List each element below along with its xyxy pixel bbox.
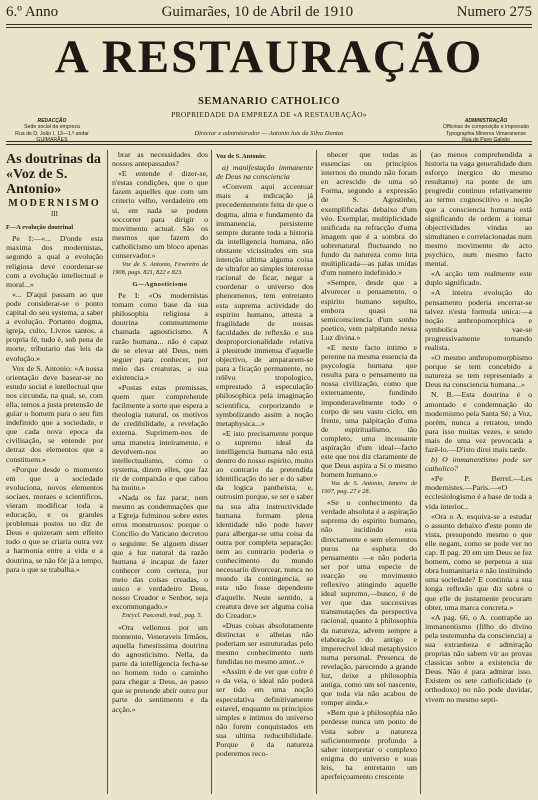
paragraph: «A acção tem realmente este duplo significado. xyxy=(425,269,532,288)
paragraph: «O mesmo anthropomorphismo porque se tem concebido a natureza se tem representado a Deus na consciencia humana...» xyxy=(425,353,532,390)
column-2 xyxy=(112,150,208,796)
paragraph: «Postas estas premissas, quem quer comprehende facilmente a sorte que espera a theologia natural, os motivos de credibilidade, a revelação externa. Suprimem-nos de uma maneira inteiramente, e devolvem-nos ao intellectualismo, como o systema, dizem elles, que faz rir de compaixão e que cahou ha muito.» xyxy=(112,382,208,492)
edition-label: 6.º Anno xyxy=(6,4,59,20)
column-1 xyxy=(6,150,103,796)
paragraph: (ao menos comprehendida a historia na vaga generalidade dum esforço inergico do mesmo resultante) na ponte de um progredir continuo relativamente ao termo cognoscitivo o noção que a consciencia humana está significando de ordem a tomar objectividades vindas ao simultaneo e correlacionadas num mesmo movimento de acto psychico, num mesmo facto mental. xyxy=(425,150,532,269)
paragraph: «Assim é de ver que cofre é o da veia, o ideal não poderá ser tido em uma noção especulativa definitivamente estavel, enquanto os principios simples e intimos do universo não forem conquistados em sua ultima reductibilidade. Porque é da natureza poderemos reco- xyxy=(216,667,313,759)
paragraph: b) O immanentismo pode ser catholico? xyxy=(425,455,532,474)
article-headline: As doutrinas da «Voz de S. Antonio» xyxy=(6,152,101,197)
citation: Voz de S. Antonio, Fevereiro de 1908, pags. 821, 822 e 823. xyxy=(112,261,208,276)
section-lead: F—A evolução doutrinal xyxy=(6,224,74,232)
paragraph: «E isto precisamente porque o supremo ideal da intelligencia humana não está dentro do nosso espirito, muito ao contrario da pretendida identificação do ser e do saber da logica pantheista, e, outrosim porque, se ser e saber na sua alta instructividade humana formam plena identidade não pode haver para albergar-se uma coisa da outra por completa separação: nem ao contrario poderia o conhecimento do mundo necessario divorcear, nunca no mundo da contingencia, se esta não fosse dependente d'aquelle. Neste sentido, a creatura deve ser alguma coisa do Creador.» xyxy=(216,428,313,620)
citation: Encycl. Pascendi, trad., pag. 5. xyxy=(122,612,203,620)
masthead-title: A RESTAURAÇÃO xyxy=(54,31,484,83)
paragraph: «Se o conhecimento da verdade absoluta é a aspiração suprema do espirito humano, não incidindo esta directamente e sem elementos puros na esphera do pensamento —e não poderia ser por uma especie de reacção ou movimento reflexivo atingindo aquelle ideal supremo,—busco, é de ver que das successivas transmutações da perspectiva racional, quanto á philosophia da natureza, advem sempre a elaboração do antigo e imperecivel ideal metaphysico numa personal. Presenca de revelação, parecendo a grande luz, deixe a philosophia antiga, como um sol nascente, que toda via não acabou de romper ainda.» xyxy=(321,498,417,708)
paragraph: N. B.—Esta doutrina é o amontado e condemnação do modernismo pela Santa Sé; a Voz, porém, nunca a retratou, tendo para isso muitas vezes, e sendo mais de uma vez provocada a fazê-lo.—D'isto direi mais tarde. xyxy=(425,390,532,454)
paragraph: Pe I: «Os modernistas tomam como base da sua philosophia religiosa a doutrina commummente chamada agnosticismo. A razão humana... não é capaz de se elevar até Deus, nem seguer para conhecer, por meio das creaturas, a sua existencia.» xyxy=(112,291,208,382)
administracao-line1: Officinas de composição e impressão xyxy=(442,124,530,131)
paragraph: «... D'aqui passam ao que pode considerar-se o ponto capital do seu systema, a saber a evolução. Portanto dogma, igreja, culto, Livros santos, a propria fé, tudo é, sob pena de morte, tributario das leis da evolução.» xyxy=(6,289,103,363)
part-number: III xyxy=(51,210,58,219)
masthead-rule-2 xyxy=(6,144,532,145)
administracao-line2: Typographia Minerva Vimaranense xyxy=(445,130,527,137)
paragraph: «Duas coisas absolutamente distinctas e alheias não poderiam ser estruturadas pelo mesmo conhecimento nem fundidas no mesmo amor...» xyxy=(216,620,313,667)
paragraph: «Ora o A. esquiva-se a estudar o assunto debaixo d'este ponto de vista, presupondo mesmo o que elle negam, como se pode ver no cap. II pag. 20 em um Deus se fez homem, como se perpetua a sua obra humanitaria e não instituindo uma sociedade? E continúa a sua longa reflexão que diz sobre o que elle de justamente procuram obter, uma marca concreta.» xyxy=(425,511,532,612)
paragraph: «Ora vellemos por um momento, Veneraveis Irmãos, aquella funestissima doutrina do agnosticismo. Nella, da parte da intelligencia fecha-se no homem todo o caminho para chegar a Deus, ao passo que se pretende abrir outro por parte do sentimento e da acção.» xyxy=(112,622,208,714)
top-rule-2 xyxy=(6,27,532,28)
header-line xyxy=(6,4,532,21)
paragraph: «Convem aqui accentuar mais a indicação já precedentemente feita de que o dogma, alma e fundamento da immanencia, persistente sempre durante toda a historia da intelligencia humana, não obstante vicissitudes em sua intenção ultima alguma coisa de ultrafor ao simples interesse racional de ficar, negar a coordenar o universo dos phenomenos, tem entretanto esta suprema actividade do espirito humano, attesta a fragilidade de nossas faculdades de reflexão e sua desproporcionalidade relativa á plenitude immensa d'aquelle objectivo, de ampararem-se para a ficação permanente, no relêvo tropologico, emprestado á especulação philosophica pela imaginação scientifica, corporizando e symbolizando assim a noção metaphysica...» xyxy=(216,182,313,428)
issue-number: Numero 275 xyxy=(456,4,532,20)
paragraph: brar as necessidades dos nossos antepassados? xyxy=(112,150,208,169)
redaccao-label: REDACÇÃO xyxy=(37,118,67,124)
paragraph: «A pag. 66, o A. contrapõe ao immanentismo (filho do divino pela testemunha da consciencia) a sua extranheza e admiração proprias não sabem vir ao provas classicas sobre a existencia de Deus. Não é para admirar isso. Existem os sete catholicidade (e orthodoxo) no não pode duvidar, vivem no mesmo septi- xyxy=(425,612,532,704)
paragraph: nhecer que todas as essencias ou principios internos do mundo não foram en acrescido de uma só Forma, segundo a expressão de S. Agostinho, exemplificadas debaixo d'um véo. Exemplar, multiplicidade unificada na refracção d'uma imagem que é a sombra do sobrenatural fluctuando no fundo da natureza como luta multiplicada—as palas unidas d'um numero indefinido.» xyxy=(321,150,417,278)
paragraph: «Sempre, desde que a alvorecer o pensamento, o espirito humano sepulto, embora quasi na semiconsciencia d'um sonho poetico, vem palpitando nessa Luz divina.» xyxy=(321,278,417,342)
citation: Voz de S. Antonio, Janeiro de 1907, pag. 27 e 28. xyxy=(321,480,417,495)
ownership-line: PROPRIEDADE DA EMPREZA DE «A RESTAURAÇÃO» xyxy=(171,110,367,119)
paragraph: «Nada os faz parar, nem mesmo as condemnações que a Egreja fulminou sobre estes erros monstruosos: porque o Concilio do Vaticano decretou o seguinte: Se alguem disser que a luz natural da razão humana é incapaz de fazer conhecer com certeza, por meio das coisas creadas, o unico e verdadeiro Deus, nosso Creador e Senhor, seja excommungado.» xyxy=(112,493,208,612)
masthead-rule xyxy=(6,141,532,142)
redaccao-line1: Sede social da empreza xyxy=(24,124,80,131)
paragraph: «E entende é dizer-se, n'estas condições, que o que fazem aquelles que com um criterio velho, verdadeiro em si, em nada se podem soccorrer para dirigir o movimento actual. São os mesmos que fazem do catholicismo um bloco apenas conservador.» xyxy=(112,169,208,261)
subtitle: SEMANARIO CATHOLICO xyxy=(197,96,341,107)
director-line: Director e administrador — Antonio luis da Silva Dantas xyxy=(194,130,344,137)
section-title: MODERNISMO xyxy=(8,198,101,209)
article-columns xyxy=(6,150,532,796)
paragraph: «A inteira evolução do pensamento poderia encerrar-se talvez n'esta formula unica:—a noção anthropomorphica e symbolica vae-se progressivamente tornando realista. xyxy=(425,288,532,352)
paragraph: Vox de S. Antonio: «A nossa orientação deve basear-se no estudo social e intellectual que nos circunda, na qual, se, com ella, temos a justa pretensão de guiar o homem para o seu fim indefinido que a sociedade, e que cada nova epoca da civilisação, se entende por detraz dos elementos que a constituem.» xyxy=(6,363,103,464)
administracao-line3: Rua de Payo Galvão xyxy=(462,137,510,144)
administracao-label: ADMINISTRAÇÃO xyxy=(464,118,508,124)
paragraph: a) manifestação immanente de Deus na consciencia xyxy=(216,163,313,182)
column-3 xyxy=(216,150,313,796)
dateline: Guimarães, 10 de Abril de 1910 xyxy=(161,4,354,20)
redaccao-line3: GUIMARÃES xyxy=(36,137,68,144)
paragraph: Pe I:—«... D'onde esta maxima dos modernistas, segundo a qual a evolução religiosa deve coordenar-se com a evolução intellectual e moral...» xyxy=(6,234,103,289)
column-4 xyxy=(321,150,417,796)
paragraph: «Pe P. Berrel.—Les modernistes.—Paris.—«O ecclesiologismo é a base de toda a vida interior... xyxy=(425,474,532,511)
paragraph: «E neste facto intimo e perenne na mesma essencia da psycologia humana que resulta para o pensamento na nossa civilização, como que externamente, fundindo imponderavelmente todo o corpo de seu vasto ciclo, em frente, uma palpitação d'uma de espiritualismo, tão completo, uma incessante aspiração d'um ideal—facto este que nos diz claramente de que Deus aspira a Si o mesmo homem humano.» xyxy=(321,342,417,480)
section-heading: Voz de S. Antonio: xyxy=(216,153,267,160)
column-5 xyxy=(425,150,532,796)
paragraph: «Porque desde o momento em que a sociedade evoluciona, novos elementos sociaes, moraes e scientificos, vieram modificar toda a educação, e os grandes problemas postos no diz de Deus e quizeram sem effeito tudo o que se criaria outra vez a harmonia entre a vida e a doutrina, se não fôr já a tempo, para o que se trabalha.» xyxy=(6,464,103,574)
top-rule xyxy=(6,24,532,25)
section-heading: G—Agnosticismo xyxy=(132,280,188,288)
paragraph: «Bem que a philosophia não perdesse nunca um ponto de vista sobre a natureza suficientemente profundo a saber interpretar o complexo enigma do universo e suas leis, ha entretanto um aperfeiçoamento crescente xyxy=(321,708,417,781)
redaccao-line2: Rua de D. João I, 13—1.º andar xyxy=(15,130,89,137)
